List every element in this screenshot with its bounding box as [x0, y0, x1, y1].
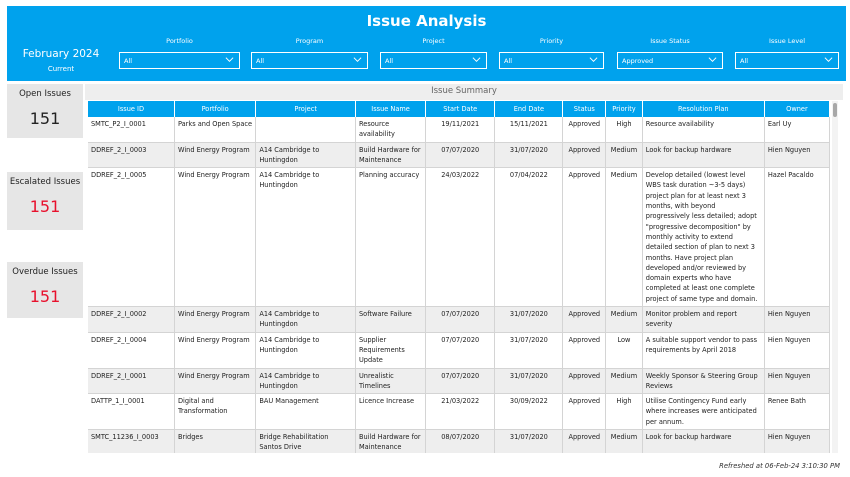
- current-label: Current: [47, 65, 75, 73]
- cell-project: BAU Management: [256, 394, 356, 430]
- chevron-down-icon: [472, 55, 481, 64]
- card-label: Escalated Issues: [9, 177, 81, 187]
- filter-label: Issue Level: [768, 37, 806, 45]
- cell-end-date: 31/07/2020: [495, 368, 563, 394]
- cell-priority: Medium: [606, 368, 643, 394]
- issue-status-dropdown[interactable]: [617, 52, 723, 69]
- cell-resolution-plan: Weekly Sponsor & Steering Group Reviews: [642, 368, 764, 394]
- cell-priority: Low: [606, 332, 643, 368]
- cell-issue-id: DDREF_2_I_0004: [88, 332, 174, 368]
- issue-level-dropdown[interactable]: [735, 52, 839, 69]
- filter-portfolio: [119, 37, 240, 69]
- cell-resolution-plan: Resource availability: [642, 117, 764, 142]
- chevron-down-icon: [824, 55, 833, 64]
- cell-portfolio: Digital and Transformation: [174, 394, 255, 430]
- cell-resolution-plan: Look for backup hardware: [642, 430, 764, 453]
- cell-resolution-plan: Utilise Contingency Fund early where increases were anticipated per annum.: [642, 394, 764, 430]
- cell-owner: Hien Nguyen: [764, 368, 829, 394]
- cell-end-date: 31/07/2020: [495, 430, 563, 453]
- column-header-issue-id[interactable]: Issue ID: [88, 101, 174, 117]
- cell-portfolio: Wind Energy Program: [174, 332, 255, 368]
- column-header-owner[interactable]: Owner: [764, 101, 829, 117]
- cell-status: Approved: [563, 368, 606, 394]
- table-row[interactable]: [88, 332, 830, 368]
- filter-priority: [499, 37, 604, 69]
- filter-label: Issue Status: [650, 37, 690, 45]
- filter-project: [380, 37, 487, 69]
- table-row[interactable]: [88, 307, 830, 333]
- page-title: Issue Analysis: [366, 12, 487, 30]
- cell-priority: Medium: [606, 168, 643, 307]
- cell-portfolio: Bridges: [174, 430, 255, 453]
- cell-project: [256, 117, 356, 142]
- refreshed-timestamp: Refreshed at 06-Feb-24 3:10:30 PM: [719, 462, 840, 470]
- cell-project: A14 Cambridge to Huntingdon: [256, 368, 356, 394]
- priority-dropdown[interactable]: [499, 52, 604, 69]
- cell-issue-id: SMTC_11236_I_0003: [88, 430, 174, 453]
- cell-start-date: 07/07/2020: [426, 142, 495, 168]
- cell-start-date: 07/07/2020: [426, 368, 495, 394]
- column-header-project[interactable]: Project: [256, 101, 356, 117]
- cell-resolution-plan: Develop detailed (lowest level WBS task duration ~3-5 days) project plan for at least next 3 months, with beyond progressively less detailed; adopt "progressive decomposition" by monthly activity to extend detailed section of plan to next 3 months. Have project plan developed and/or reviewed by domain experts who have completed at least one complete project of same type and domain.: [642, 168, 764, 307]
- cell-issue-name: Supplier Requirements Update: [355, 332, 425, 368]
- card-value: 151: [29, 197, 61, 216]
- cell-portfolio: Wind Energy Program: [174, 168, 255, 307]
- filter-program: [251, 37, 368, 69]
- cell-issue-id: DDREF_2_I_0005: [88, 168, 174, 307]
- card-label: Overdue Issues: [12, 267, 78, 277]
- cell-issue-id: DDREF_2_I_0001: [88, 368, 174, 394]
- cell-priority: High: [606, 394, 643, 430]
- cell-resolution-plan: A suitable support vendor to pass requirements by April 2018: [642, 332, 764, 368]
- portfolio-dropdown[interactable]: [119, 52, 240, 69]
- cell-priority: Medium: [606, 430, 643, 453]
- cell-priority: High: [606, 117, 643, 142]
- cell-status: Approved: [563, 168, 606, 307]
- cell-status: Approved: [563, 430, 606, 453]
- scrollbar-thumb[interactable]: [833, 103, 837, 117]
- cell-issue-name: Unrealistic Timelines: [355, 368, 425, 394]
- date-block: [19, 48, 103, 73]
- card-value: 151: [29, 287, 61, 306]
- project-dropdown[interactable]: [380, 52, 487, 69]
- cell-status: Approved: [563, 142, 606, 168]
- overdue-issues-card: [7, 262, 83, 318]
- cell-start-date: 19/11/2021: [426, 117, 495, 142]
- column-header-start-date[interactable]: Start Date: [426, 101, 495, 117]
- cell-end-date: 31/07/2020: [495, 307, 563, 333]
- cell-portfolio: Parks and Open Space: [174, 117, 255, 142]
- cell-project: A14 Cambridge to Huntingdon: [256, 168, 356, 307]
- cell-issue-name: Build Hardware for Maintenance: [355, 430, 425, 453]
- cell-issue-name: Planning accuracy: [355, 168, 425, 307]
- cell-end-date: 31/07/2020: [495, 142, 563, 168]
- cell-start-date: 08/07/2020: [426, 430, 495, 453]
- table-scrollbar[interactable]: [832, 101, 838, 453]
- escalated-issues-card: [7, 172, 83, 230]
- dropdown-value: All: [740, 57, 749, 65]
- column-header-status[interactable]: Status: [563, 101, 606, 117]
- issue-summary-table: [88, 101, 830, 453]
- cell-resolution-plan: Monitor problem and report severity: [642, 307, 764, 333]
- table-row[interactable]: [88, 430, 830, 453]
- card-value: 151: [29, 109, 61, 128]
- cell-issue-name: Software Failure: [355, 307, 425, 333]
- cell-priority: Medium: [606, 142, 643, 168]
- cell-issue-name: Licence Increase: [355, 394, 425, 430]
- cell-portfolio: Wind Energy Program: [174, 142, 255, 168]
- cell-end-date: 15/11/2021: [495, 117, 563, 142]
- chevron-down-icon: [225, 55, 234, 64]
- cell-owner: Hien Nguyen: [764, 430, 829, 453]
- cell-owner: Earl Uy: [764, 117, 829, 142]
- filter-label: Project: [422, 37, 445, 45]
- cell-issue-name: Resource availability: [355, 117, 425, 142]
- cell-status: Approved: [563, 332, 606, 368]
- cell-project: A14 Cambridge to Huntingdon: [256, 142, 356, 168]
- cell-owner: Hien Nguyen: [764, 142, 829, 168]
- chevron-down-icon: [708, 55, 717, 64]
- cell-status: Approved: [563, 394, 606, 430]
- cell-issue-name: Build Hardware for Maintenance: [355, 142, 425, 168]
- current-month: February 2024: [22, 48, 100, 60]
- cell-issue-id: DATTP_1_I_0001: [88, 394, 174, 430]
- open-issues-card: [7, 84, 83, 138]
- column-header-portfolio[interactable]: Portfolio: [174, 101, 255, 117]
- dropdown-value: All: [124, 57, 133, 65]
- cell-portfolio: Wind Energy Program: [174, 307, 255, 333]
- table-row[interactable]: [88, 368, 830, 394]
- cell-project: A14 Cambridge to Huntingdon: [256, 307, 356, 333]
- cell-owner: Renee Bath: [764, 394, 829, 430]
- table-row[interactable]: [88, 168, 830, 307]
- dropdown-value: Approved: [622, 57, 654, 65]
- chevron-down-icon: [589, 55, 598, 64]
- cell-owner: Hien Nguyen: [764, 332, 829, 368]
- dropdown-value: All: [385, 57, 394, 65]
- program-dropdown[interactable]: [251, 52, 368, 69]
- cell-issue-id: DDREF_2_I_0002: [88, 307, 174, 333]
- issue-summary-title: Issue Summary: [85, 84, 843, 100]
- dropdown-value: All: [256, 57, 265, 65]
- cell-start-date: 24/03/2022: [426, 168, 495, 307]
- cell-resolution-plan: Look for backup hardware: [642, 142, 764, 168]
- dropdown-value: All: [504, 57, 513, 65]
- cell-project: Bridge Rehabilitation Santos Drive: [256, 430, 356, 453]
- cell-portfolio: Wind Energy Program: [174, 368, 255, 394]
- cell-status: Approved: [563, 307, 606, 333]
- column-header-priority[interactable]: Priority: [606, 101, 643, 117]
- column-header-resolution-plan[interactable]: Resolution Plan: [642, 101, 764, 117]
- cell-start-date: 21/03/2022: [426, 394, 495, 430]
- filter-issue-status: [617, 37, 723, 69]
- table-row[interactable]: [88, 394, 830, 430]
- cell-start-date: 07/07/2020: [426, 307, 495, 333]
- filter-label: Program: [295, 37, 324, 45]
- cell-status: Approved: [563, 117, 606, 142]
- cell-issue-id: DDREF_2_I_0003: [88, 142, 174, 168]
- cell-issue-id: SMTC_P2_I_0001: [88, 117, 174, 142]
- filter-label: Portfolio: [166, 37, 193, 45]
- cell-end-date: 31/07/2020: [495, 332, 563, 368]
- column-header-end-date[interactable]: End Date: [495, 101, 563, 117]
- filter-label: Priority: [539, 37, 564, 45]
- card-label: Open Issues: [19, 89, 71, 99]
- cell-project: A14 Cambridge to Huntingdon: [256, 332, 356, 368]
- table-row[interactable]: [88, 117, 830, 142]
- chevron-down-icon: [353, 55, 362, 64]
- cell-start-date: 07/07/2020: [426, 332, 495, 368]
- column-header-issue-name[interactable]: Issue Name: [355, 101, 425, 117]
- cell-end-date: 30/09/2022: [495, 394, 563, 430]
- cell-priority: Medium: [606, 307, 643, 333]
- table-row[interactable]: [88, 142, 830, 168]
- table-header-row: [88, 101, 830, 117]
- cell-owner: Hazel Pacaldo: [764, 168, 829, 307]
- filter-issue-level: [735, 37, 839, 69]
- cell-owner: Hien Nguyen: [764, 307, 829, 333]
- cell-end-date: 07/04/2022: [495, 168, 563, 307]
